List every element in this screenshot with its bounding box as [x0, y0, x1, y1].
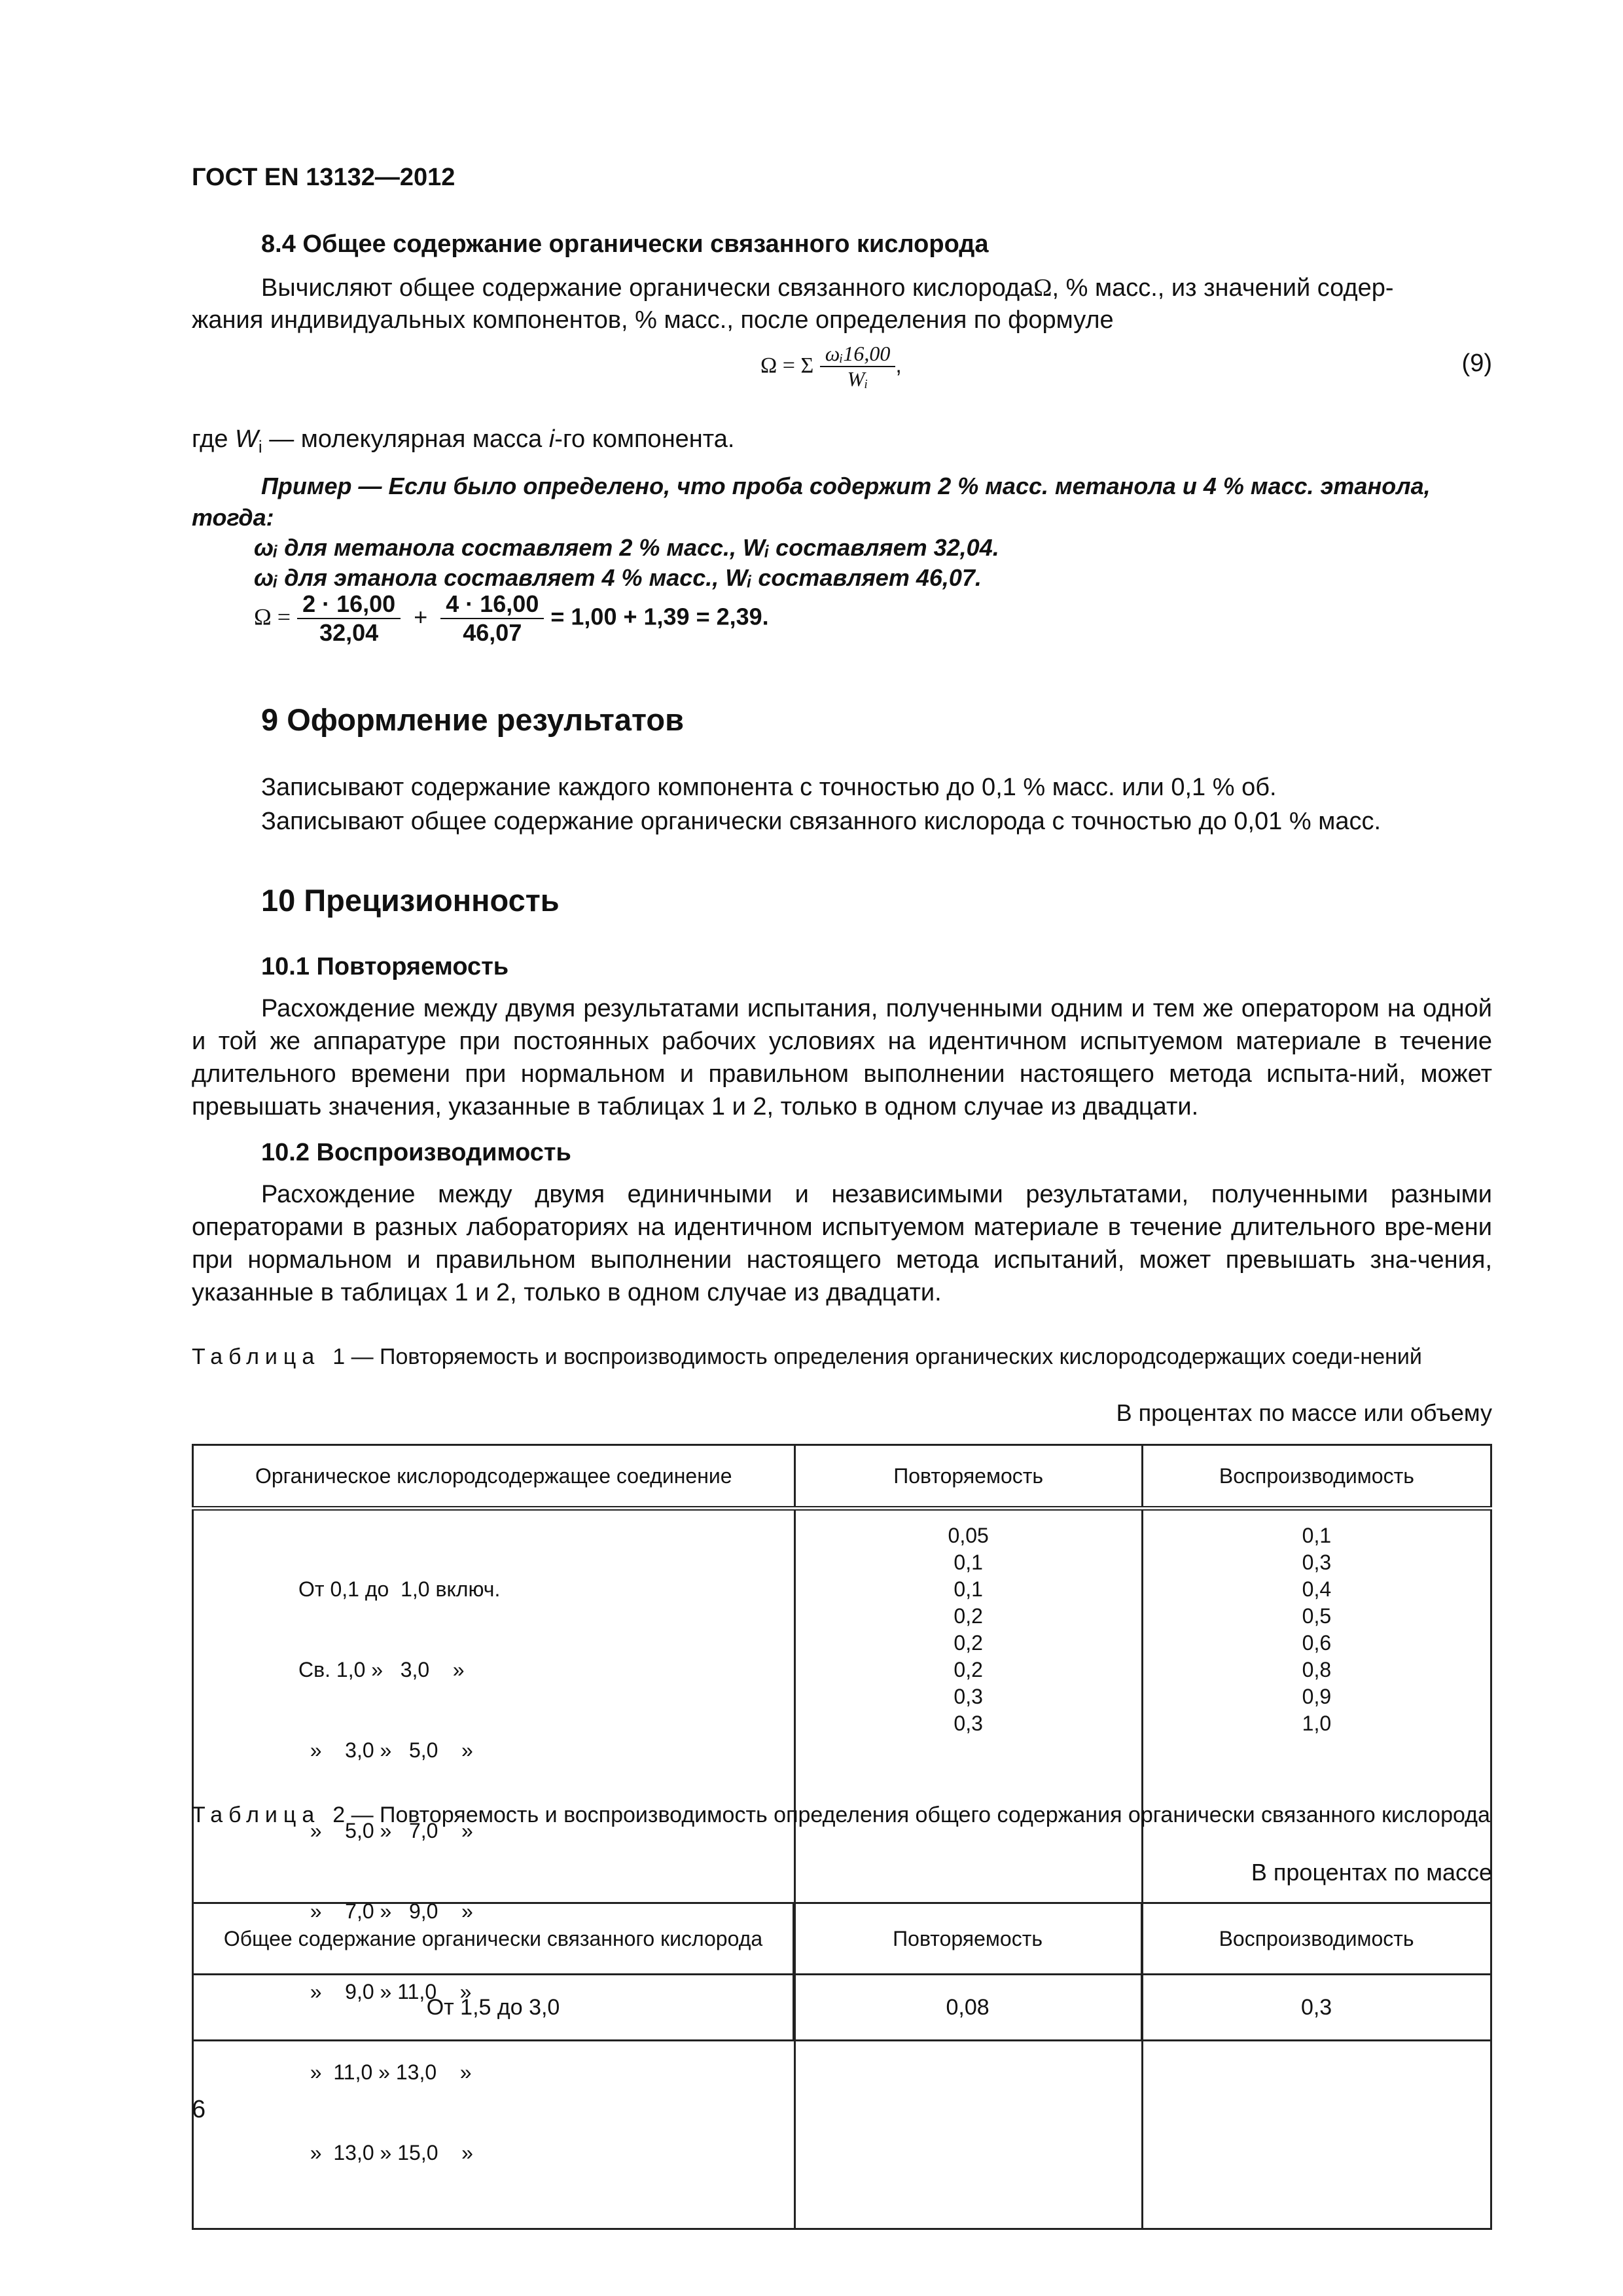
table1-header-reproducibility: Воспроизводимость — [1142, 1445, 1491, 1509]
table-row: » 5,0 » 7,0 » — [298, 1819, 473, 1842]
table2-header-content: Общее содержание органически связанного кислорода — [193, 1903, 794, 1975]
table2-header-repeatability: Повторяемость — [794, 1903, 1142, 1975]
table-cell: 1,0 — [1302, 1712, 1332, 1735]
section-8-4-para-line1 — [261, 274, 1394, 302]
table2-range: От 1,5 до 3,0 — [193, 1975, 794, 2041]
table-row: От 0,1 до 1,0 включ. — [298, 1577, 501, 1601]
table2-reproducibility: 0,3 — [1142, 1975, 1491, 2041]
table2-header-reproducibility: Воспроизводимость — [1142, 1903, 1491, 1975]
table-row: » 13,0 » 15,0 » — [298, 2141, 473, 2164]
where-mid: — молекулярная масса — [262, 425, 549, 453]
calc-lhs: Ω = — [254, 603, 291, 630]
table-cell: 0,2 — [954, 1631, 983, 1655]
table-cell: 0,1 — [954, 1577, 983, 1601]
section-8-4-para-line2: жания индивидуальных компонентов, % масс., после определения по формуле — [192, 306, 1114, 334]
formula-lhs: Ω = Σ — [760, 353, 814, 378]
table1-repeatability-column — [794, 1509, 1142, 2229]
formula-number: (9) — [1461, 350, 1492, 377]
example-line1: Пример — Если было определено, что проба содержит 2 % масс. метанола и 4 % масс. этанола, — [261, 473, 1431, 499]
table-cell: 0,3 — [1302, 1551, 1332, 1574]
table1-header-repeatability: Повторяемость — [794, 1445, 1142, 1509]
calc-frac2-denominator: 46,07 — [463, 619, 522, 646]
where-sub: i — [258, 437, 262, 457]
section-9-line1: Записывают содержание каждого компонента с точностью до 0,1 % масс. или 0,1 % об. — [261, 774, 1277, 801]
example-calculation — [254, 590, 769, 647]
section-10-2-body: Расхождение между двумя единичными и независимыми результатами, полученными разными операторами в разных лабораториях на идентичном испытуемом материале в течение длительного вре-мени при нормальном и правильном выполнении настоящего метода испытаний, может превышать зна-чения, указанные в таблицах 1 и 2, только в одном случае из двадцати. — [192, 1181, 1492, 1306]
calc-plus: + — [414, 603, 428, 630]
table-cell: 0,9 — [1302, 1685, 1332, 1708]
section-10-1-body: Расхождение между двумя результатами испытания, полученными одним и тем же оператором на одной и той же аппаратуре при постоянных рабочих условиях на идентичном испытуемом материале в течение длительного времени при нормальном и правильном выполнении настоящего метода испыта-ний, может превышать значения, указанные в таблицах 1 и 2, только в одном случае из двадцати. — [192, 995, 1492, 1121]
calc-frac1-denominator: 32,04 — [319, 619, 379, 646]
omega-symbol: Ω — [1033, 274, 1052, 302]
where-var: W — [235, 425, 259, 453]
table-row — [193, 1975, 1491, 2041]
table1 — [192, 1444, 1492, 2230]
table2-caption — [192, 1801, 1492, 1829]
formula-comma: , — [895, 352, 902, 378]
formula-denominator: Wᵢ — [847, 367, 868, 391]
example-line4: ωᵢ для этанола составляет 4 % масс., Wᵢ составляет 46,07. — [254, 564, 982, 591]
table2-label: Таблица — [192, 1803, 321, 1827]
where-prefix: где — [192, 425, 228, 453]
table-row: » 7,0 » 9,0 » — [298, 1899, 473, 1923]
table-cell: 0,3 — [954, 1712, 983, 1735]
formula-where — [192, 425, 734, 457]
para-text-end: , % масс., из значений содер- — [1052, 274, 1394, 302]
table2-repeatability: 0,08 — [794, 1975, 1142, 2041]
table1-caption-text: 1 — Повторяемость и воспроизводимость определения органических кислородсодержащих соеди-нений — [332, 1344, 1422, 1369]
table2-unit: В процентах по массе — [1251, 1859, 1492, 1886]
table-row: » 3,0 » 5,0 » — [298, 1738, 473, 1762]
table1-range-column — [193, 1509, 795, 2229]
table-cell: 0,1 — [954, 1551, 983, 1574]
section-9-heading: 9 Оформление результатов — [261, 702, 685, 737]
table1-caption — [192, 1343, 1492, 1371]
calc-result: = 1,00 + 1,39 = 2,39. — [550, 603, 769, 630]
where-suffix: -го компонента. — [554, 425, 735, 453]
section-9-line2: Записывают общее содержание органически связанного кислорода с точностью до 0,01 % масс. — [261, 808, 1382, 835]
table2 — [192, 1902, 1492, 2041]
where-ivar: i — [548, 425, 555, 453]
example-line2: тогда: — [192, 504, 274, 531]
table1-header-row — [193, 1445, 1491, 1509]
formula-9 — [760, 342, 902, 391]
table-cell: 0,6 — [1302, 1631, 1332, 1655]
section-10-heading: 10 Прецизионность — [261, 883, 560, 918]
table-cell: 0,2 — [954, 1604, 983, 1628]
table-cell: 0,3 — [954, 1685, 983, 1708]
table-cell: 0,05 — [948, 1524, 989, 1547]
table-row: » 11,0 » 13,0 » — [298, 2060, 472, 2084]
section-10-2-text — [192, 1178, 1492, 1309]
section-10-1-heading: 10.1 Повторяемость — [261, 953, 509, 980]
example-line3: ωᵢ для метанола составляет 2 % масс., Wᵢ составляет 32,04. — [254, 534, 999, 561]
section-10-2-heading: 10.2 Воспроизводимость — [261, 1139, 571, 1166]
page-number: 6 — [192, 2096, 206, 2123]
section-10-1-text — [192, 992, 1492, 1123]
table-row: » 9,0 » 11,0 » — [298, 1980, 472, 2003]
table1-label: Таблица — [192, 1344, 321, 1369]
calc-frac1-numerator: 2 · 16,00 — [297, 590, 401, 619]
table1-header-compound: Органическое кислородсодержащее соединение — [193, 1445, 795, 1509]
table-cell: 0,8 — [1302, 1658, 1332, 1681]
section-8-4-heading: 8.4 Общее содержание органически связанного кислорода — [261, 230, 989, 258]
table-row: Св. 1,0 » 3,0 » — [298, 1658, 465, 1681]
table1-unit: В процентах по массе или объему — [1116, 1399, 1492, 1426]
document-header: ГОСТ EN 13132—2012 — [192, 164, 455, 191]
formula-numerator: ωᵢ16,00 — [820, 342, 896, 367]
table2-caption-text: 2 — Повторяемость и воспроизводимость определения общего содержания органически связанного кислорода — [332, 1803, 1490, 1827]
table2-header-row — [193, 1903, 1491, 1975]
table-cell: 0,2 — [954, 1658, 983, 1681]
para-text: Вычисляют общее содержание органически связанного кислорода — [261, 274, 1034, 302]
table-cell: 0,5 — [1302, 1604, 1332, 1628]
table-cell: 0,1 — [1302, 1524, 1332, 1547]
table-cell: 0,4 — [1302, 1577, 1332, 1601]
calc-frac2-numerator: 4 · 16,00 — [440, 590, 544, 619]
